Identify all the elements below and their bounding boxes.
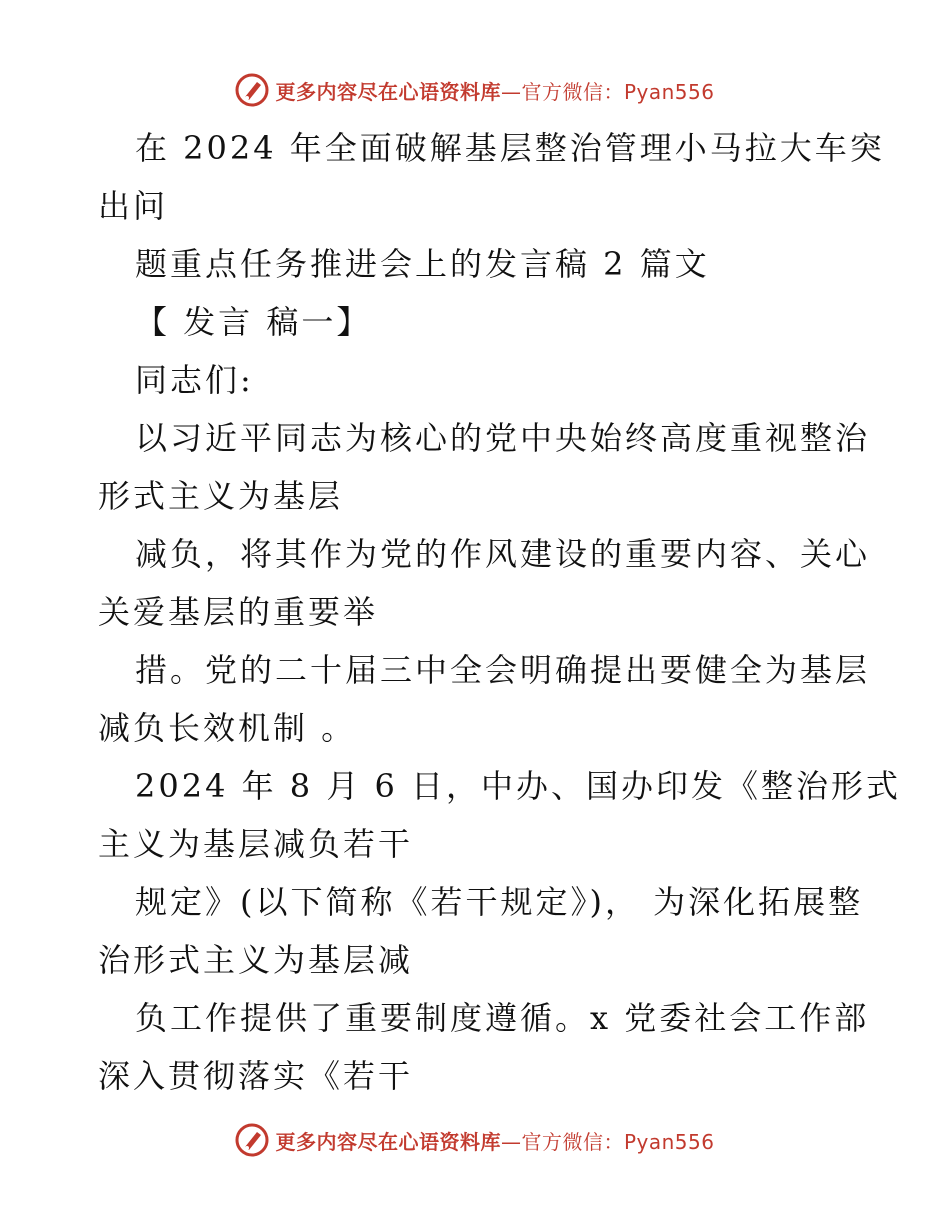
paragraph-line: 减负长效机制 。 bbox=[98, 709, 357, 747]
salutation: 同志们: bbox=[135, 361, 254, 399]
banner-text bbox=[275, 1126, 714, 1155]
banner-separator: — bbox=[500, 79, 522, 104]
paragraph-line: 深入贯彻落实《若干 bbox=[98, 1057, 414, 1095]
title-line-2: 出问 bbox=[98, 187, 169, 225]
pen-logo-icon bbox=[235, 1123, 269, 1157]
footer-banner bbox=[0, 1120, 950, 1160]
paragraph-line: 减负，将其作为党的作风建设的重要内容、关心 bbox=[135, 535, 871, 573]
title-line-1: 在 2024 年全面破解基层整治管理小马拉大车突 bbox=[135, 129, 885, 167]
banner-main-text: 更多内容尽在心语资料库 bbox=[275, 79, 501, 104]
section-heading: 【 发言 稿一】 bbox=[135, 303, 372, 341]
paragraph-line: 措。党的二十届三中全会明确提出要健全为基层 bbox=[135, 651, 871, 689]
title-line-3: 题重点任务推进会上的发言稿 2 篇文 bbox=[135, 245, 710, 283]
banner-wechat-text: 官方微信：Pyan556 bbox=[521, 1129, 715, 1154]
paragraph-line: 负工作提供了重要制度遵循。x 党委社会工作部 bbox=[135, 999, 870, 1037]
banner-main-text: 更多内容尽在心语资料库 bbox=[275, 1129, 501, 1154]
paragraph-line: 治形式主义为基层减 bbox=[98, 941, 414, 979]
paragraph-line: 2024 年 8 月 6 日，中办、国办印发《整治形式 bbox=[135, 767, 902, 805]
banner-text bbox=[275, 76, 714, 105]
paragraph-line: 规定》(以下简称《若干规定》)， 为深化拓展整 bbox=[135, 883, 864, 921]
paragraph-line: 关爱基层的重要举 bbox=[98, 593, 379, 631]
paragraph-line: 主义为基层减负若干 bbox=[98, 825, 414, 863]
paragraph-line: 形式主义为基层 bbox=[98, 477, 344, 515]
header-banner bbox=[0, 70, 950, 110]
pen-logo-icon bbox=[235, 73, 269, 107]
banner-separator: — bbox=[500, 1129, 522, 1154]
banner-wechat-text: 官方微信：Pyan556 bbox=[521, 79, 715, 104]
paragraph-line: 以习近平同志为核心的党中央始终高度重视整治 bbox=[135, 419, 871, 457]
